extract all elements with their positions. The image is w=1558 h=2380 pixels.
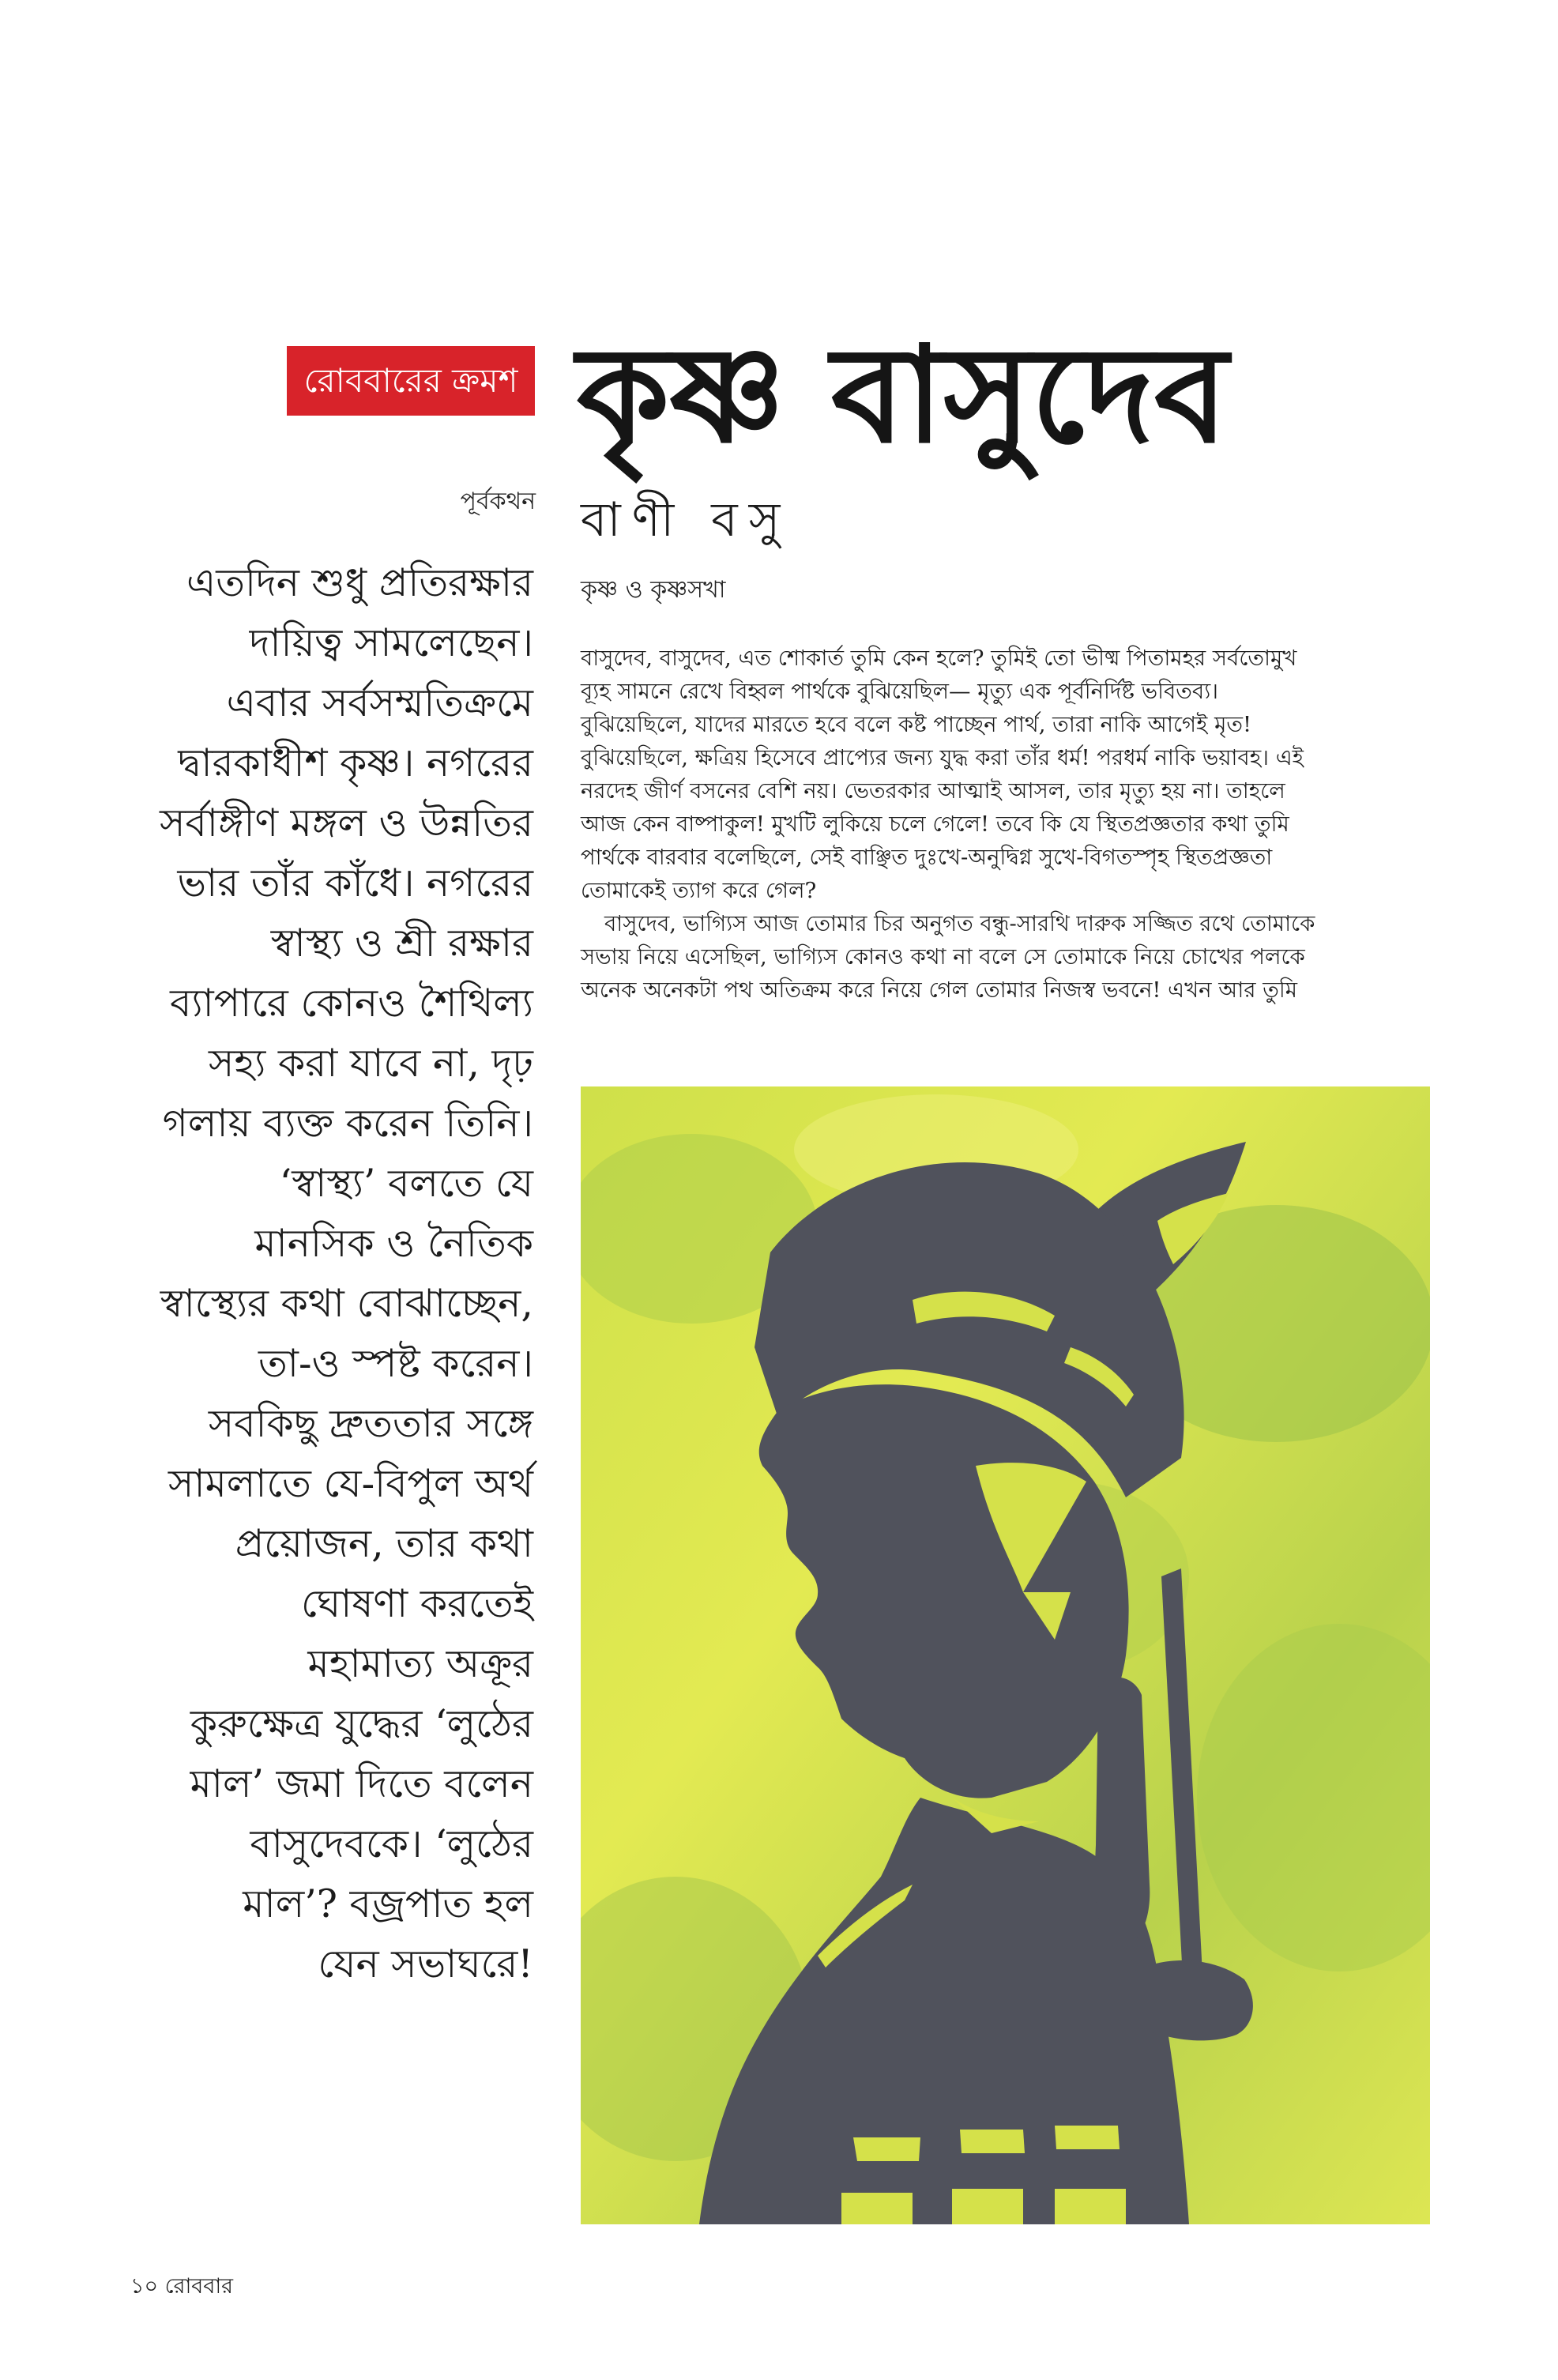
intro-line: স্বাস্থ্যের কথা বোঝাচ্ছেন,	[160, 1281, 533, 1326]
intro-line: দায়িত্ব সামলেছেন।	[249, 620, 533, 665]
intro-line: সবকিছু দ্রুততার সঙ্গে	[208, 1401, 533, 1446]
intro-line: দ্বারকাধীশ কৃষ্ণ। নগরের	[178, 740, 533, 785]
intro-line: স্বাস্থ্য ও শ্রী রক্ষার	[270, 921, 533, 966]
garment-cutout	[1055, 2126, 1120, 2149]
intro-line: সর্বাঙ্গীণ মঙ্গল ও উন্নতির	[160, 800, 533, 845]
intro-line: যেন সভাঘরে!	[318, 1941, 533, 1986]
chapter-subtitle: কৃষ্ণ ও কৃষ্ণসখা	[581, 576, 726, 604]
intro-line: মানসিক ও নৈতিক	[254, 1221, 533, 1266]
body-line: সভায় নিয়ে এসেছিল, ভাগ্যিস কোনও কথা না বলে সে তোমাকে নিয়ে চোখের পলকে	[581, 944, 1305, 970]
garment-cutout	[853, 2137, 920, 2161]
article-body	[581, 642, 1426, 1007]
intro-line: তা-ও স্পষ্ট করেন।	[258, 1341, 533, 1386]
intro-line: কুরুক্ষেত্র যুদ্ধের ‘লুঠের	[190, 1701, 533, 1746]
garment-cutout	[952, 2189, 1023, 2224]
intro-line: সামলাতে যে-বিপুল অর্থ	[167, 1461, 533, 1506]
body-line: বাসুদেব, ভাগ্যিস আজ তোমার চির অনুগত বন্ধু-সারথি দারুক সজ্জিত রথে তোমাকে	[604, 911, 1315, 936]
intro-line: ‘স্বাস্থ্য’ বলতে যে	[279, 1161, 533, 1206]
series-label: রোববারের ক্রমশ	[287, 346, 535, 416]
body-line: ব্যূহ সামনে রেখে বিহ্বল পার্থকে বুঝিয়েছিল— মৃত্যু এক পূর্বনির্দিষ্ট ভবিতব্য।	[581, 679, 1219, 704]
body-line: নরদেহ জীর্ণ বসনের বেশি নয়। ভেতরকার আত্মাই আসল, তার মৃত্যু হয় না। তাহলে	[581, 778, 1285, 804]
intro-line: এতদিন শুধু প্রতিরক্ষার	[186, 560, 533, 605]
garment-cutout	[960, 2130, 1025, 2153]
garment-cutout	[1055, 2189, 1126, 2224]
author-name: বাণী বসু	[581, 492, 792, 548]
body-line: তোমাকেই ত্যাগ করে গেল?	[581, 878, 817, 903]
intro-line: প্রয়োজন, তার কথা	[235, 1521, 533, 1566]
body-line: বাসুদেব, বাসুদেব, এত শোকার্ত তুমি কেন হলে? তুমিই তো ভীষ্ম পিতামহর সর্বতোমুখ	[581, 646, 1297, 671]
garment-cutout	[841, 2193, 913, 2224]
intro-line: গলায় ব্যক্ত করেন তিনি।	[162, 1101, 533, 1146]
intro-label: পূর্বকথন	[460, 488, 536, 515]
silhouette-illustration	[581, 1086, 1430, 2224]
intro-line: মহামাত্য অক্রূর	[307, 1641, 533, 1686]
intro-line: মাল’? বজ্রপাত হল	[243, 1881, 533, 1926]
intro-line: মাল’ জমা দিতে বলেন	[190, 1761, 533, 1806]
body-line: পার্থকে বারবার বলেছিলে, সেই বাঞ্ছিত দুঃখে-অনুদ্বিগ্ন সুখে-বিগতস্পৃহ স্থিতপ্রজ্ঞতা	[581, 845, 1273, 870]
intro-line: বাসুদেবকে। ‘লুঠের	[250, 1821, 533, 1866]
intro-line: ভার তাঁর কাঁধে। নগরের	[177, 860, 533, 906]
intro-line: এবার সর্বসম্মতিক্রমে	[226, 680, 533, 725]
body-line: বুঝিয়েছিলে, যাদের মারতে হবে বলে কষ্ট পাচ্ছেন পার্থ, তারা নাকি আগেই মৃত!	[581, 712, 1252, 737]
intro-summary	[119, 553, 533, 1994]
body-line: বুঝিয়েছিলে, ক্ষত্রিয় হিসেবে প্রাপ্যের জন্য যুদ্ধ করা তাঁর ধর্ম! পরধর্ম নাকি ভয়াবহ। এই	[581, 745, 1304, 770]
article-title: কৃষ্ণ বাসুদেব	[577, 318, 1229, 473]
intro-line: ব্যাপারে কোনও শৈথিল্য	[170, 981, 533, 1026]
body-line: আজ কেন বাষ্পাকুল! মুখটি লুকিয়ে চলে গেলে! তবে কি যে স্থিতপ্রজ্ঞতার কথা তুমি	[581, 812, 1289, 837]
body-line: অনেক অনেকটা পথ অতিক্রম করে নিয়ে গেল তোমার নিজস্ব ভবনে! এখন আর তুমি	[581, 977, 1298, 1003]
raised-hand	[1095, 1678, 1150, 1940]
page-footer: ১০ রোববার	[130, 2274, 234, 2299]
intro-line: সহ্য করা যাবে না, দৃঢ়	[209, 1041, 533, 1086]
intro-line: ঘোষণা করতেই	[301, 1581, 533, 1626]
